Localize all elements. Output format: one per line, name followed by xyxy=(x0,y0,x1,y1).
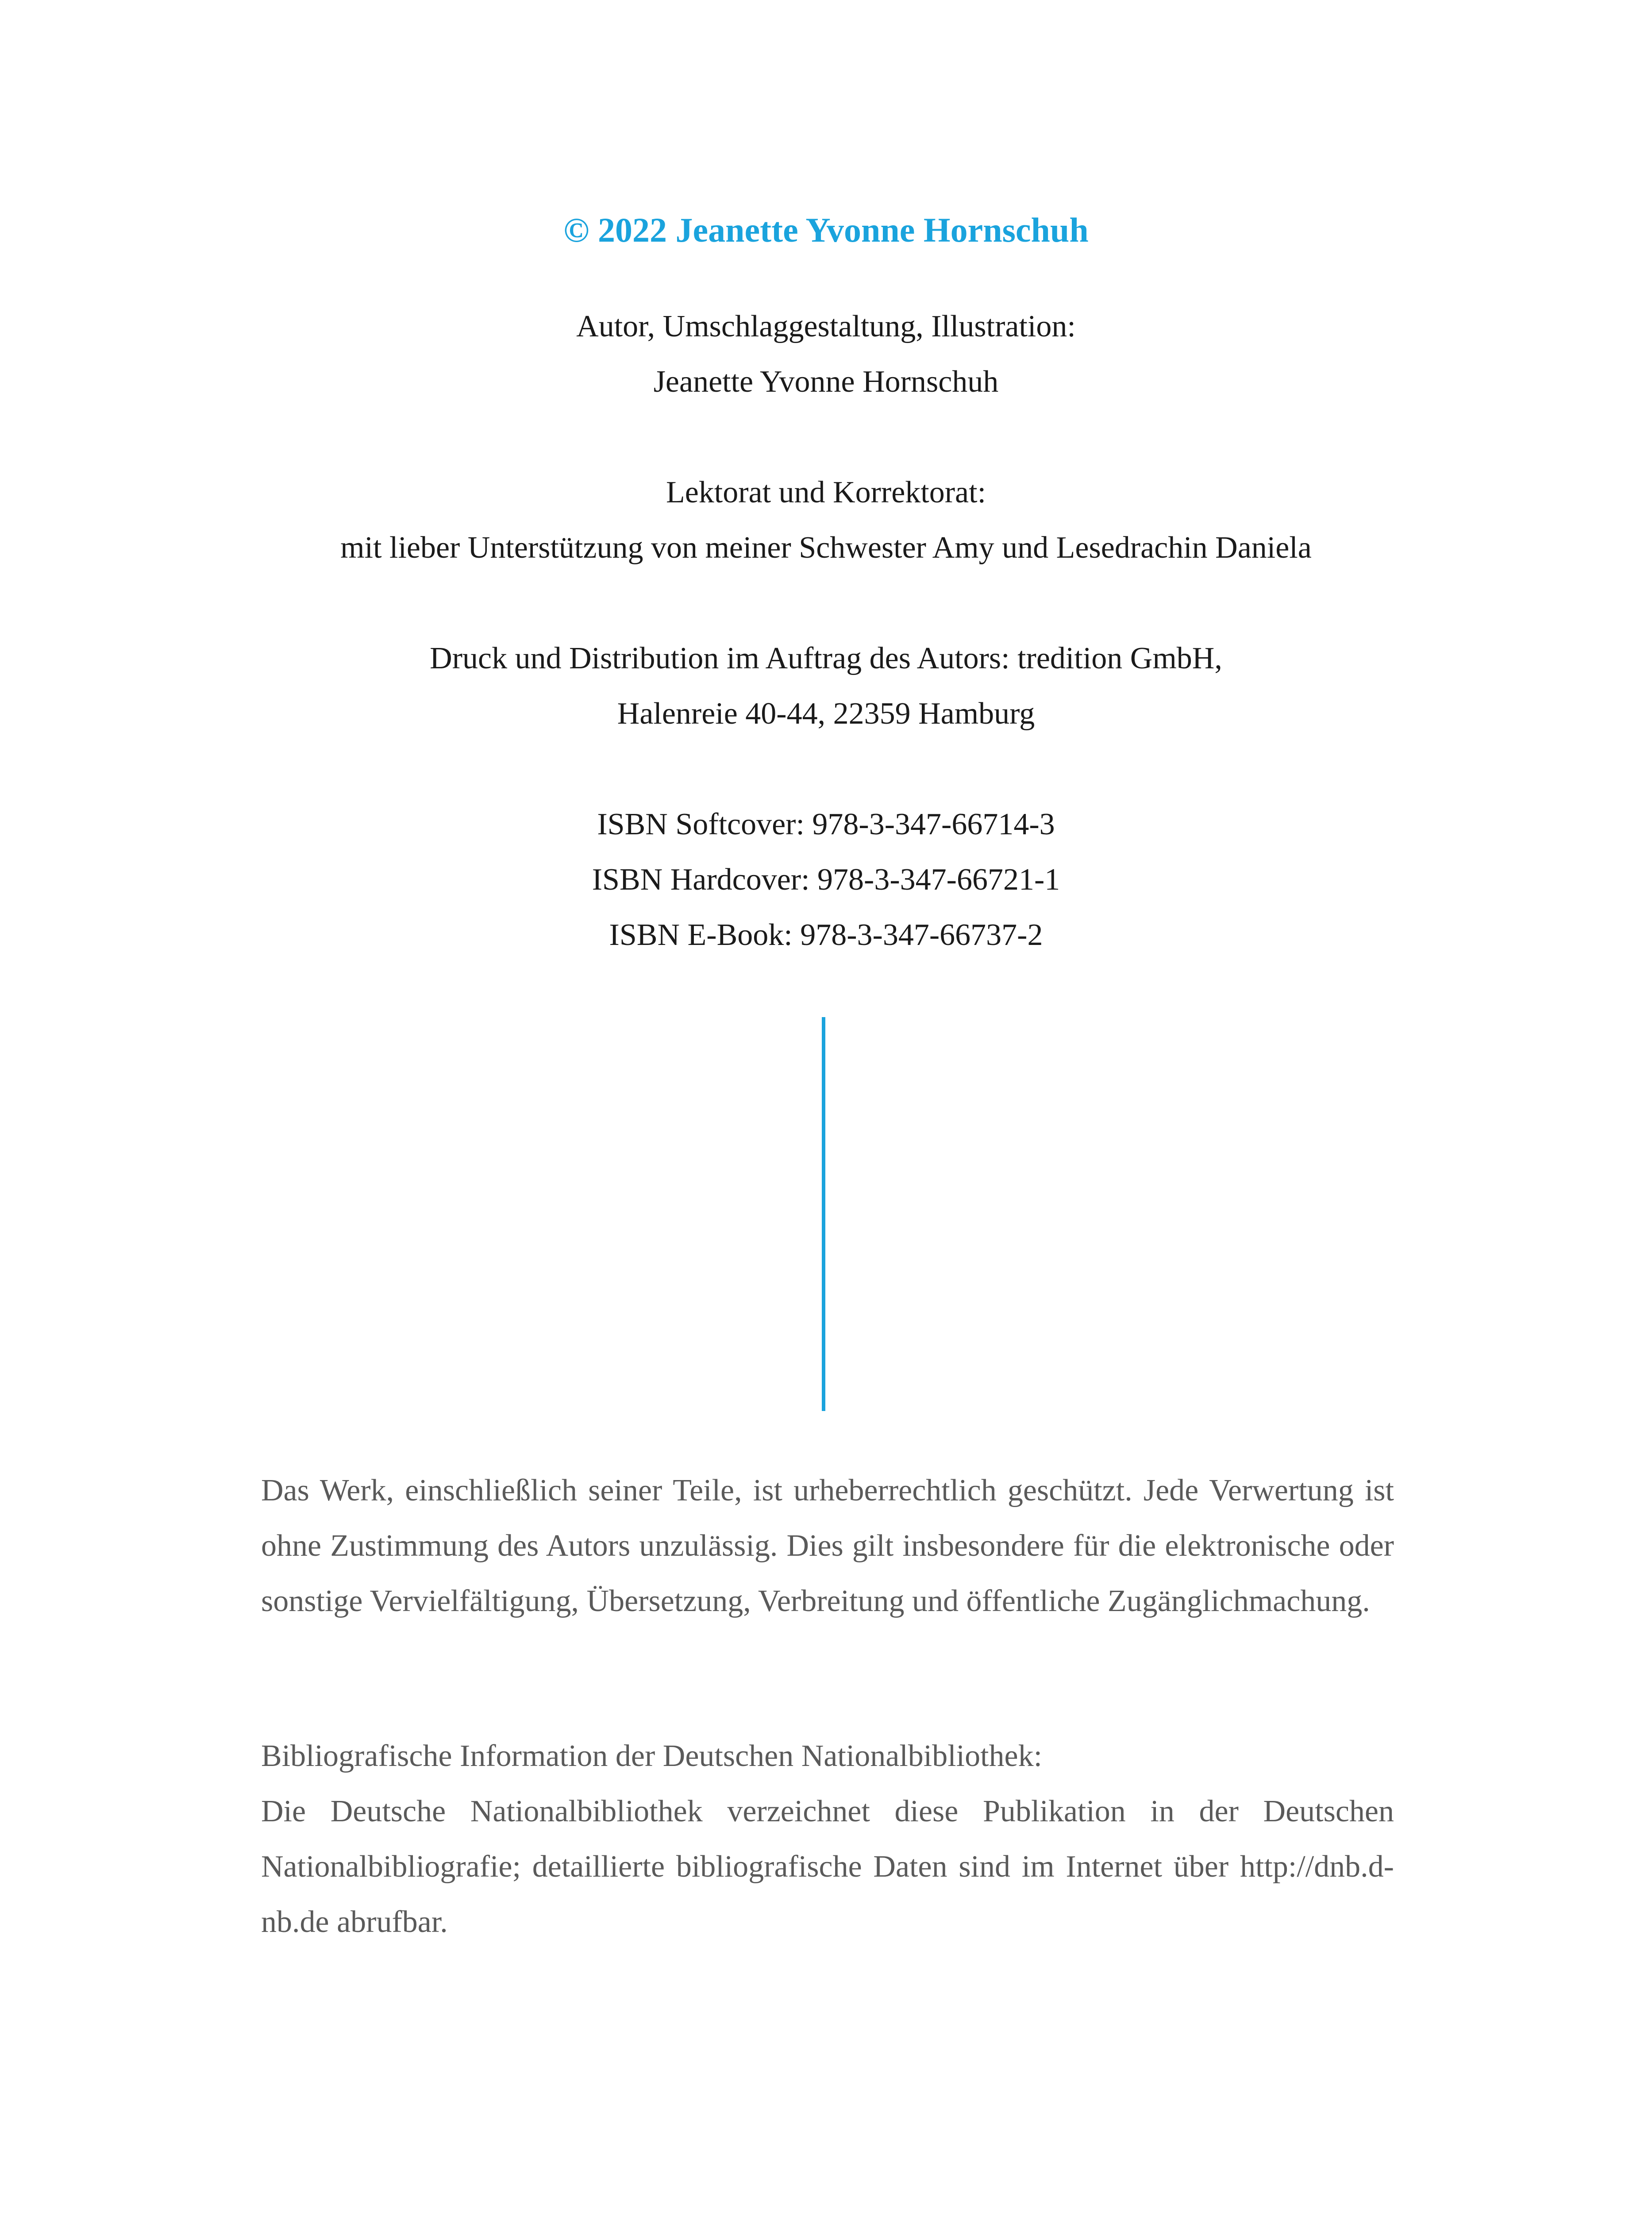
lektorat-value: mit lieber Unterstützung von meiner Schwester Amy und Lesedrachin Daniela xyxy=(340,531,1312,565)
isbn-hardcover: ISBN Hardcover: 978-3-347-66721-1 xyxy=(592,863,1060,897)
isbn-block xyxy=(0,797,1652,963)
copyright-line: © 2022 Jeanette Yvonne Hornschuh xyxy=(563,211,1089,249)
druck-line-1: Druck und Distribution im Auftrag des Autors: tredition GmbH, xyxy=(430,641,1222,675)
credits-lektorat-block xyxy=(0,465,1652,575)
author-label: Autor, Umschlaggestaltung, Illustration: xyxy=(576,309,1076,343)
isbn-softcover: ISBN Softcover: 978-3-347-66714-3 xyxy=(597,807,1055,841)
author-name: Jeanette Yvonne Hornschuh xyxy=(653,365,999,399)
dnb-text: Die Deutsche Nationalbibliothek verzeichnet diese Publikation in der Deutschen Nationalbibliografie; detaillierte bibliografische Daten sind im Internet über http://dnb.d-nb.de abrufbar. xyxy=(261,1794,1394,1939)
isbn-ebook: ISBN E-Book: 978-3-347-66737-2 xyxy=(609,918,1043,952)
lektorat-label: Lektorat und Korrektorat: xyxy=(666,475,986,509)
dnb-section xyxy=(261,1728,1394,1950)
rights-paragraph: Das Werk, einschließlich seiner Teile, ist urheberrechtlich geschützt. Jede Verwertung ist ohne Zustimmung des Autors unzulässig. Dies gilt insbesondere für die elektronische oder sonstige Vervielfältigung, Übersetzung, Verbreitung und öffentliche Zugänglichmachung. xyxy=(261,1473,1394,1618)
vertical-divider xyxy=(822,1017,825,1411)
credits-author-block xyxy=(0,299,1652,409)
druck-line-2: Halenreie 40-44, 22359 Hamburg xyxy=(617,697,1035,731)
credits-druck-block xyxy=(0,631,1652,741)
dnb-heading: Bibliografische Information der Deutschen Nationalbibliothek: xyxy=(261,1739,1043,1773)
